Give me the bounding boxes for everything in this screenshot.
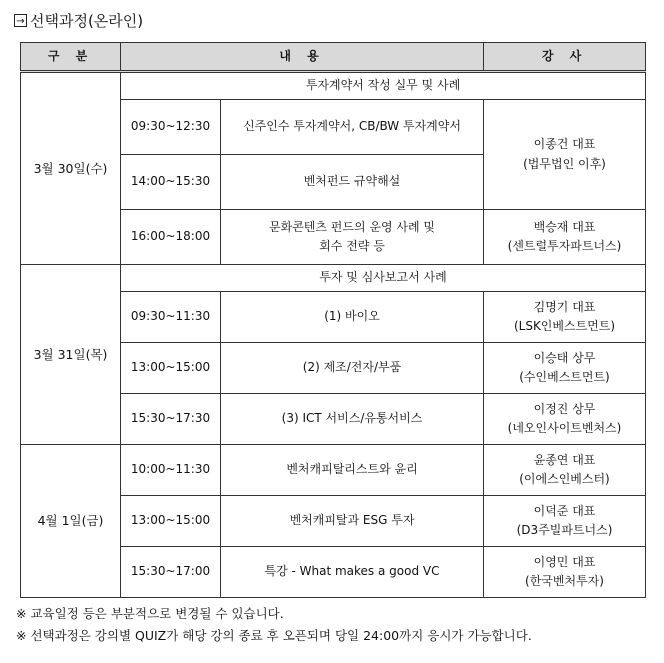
header-instructor: 강 사 bbox=[484, 43, 646, 72]
table-row bbox=[21, 445, 646, 496]
instructor-org: (법무법인 이후) bbox=[523, 156, 606, 171]
instructor-org: (수인베스트먼트) bbox=[519, 370, 610, 384]
content-cell bbox=[221, 155, 484, 210]
instructor-name: 이영민 대표 bbox=[533, 554, 596, 569]
notes bbox=[16, 603, 532, 647]
content-text: 신주인수 투자계약서, CB/BW 투자계약서 bbox=[243, 119, 461, 134]
time-cell: 14:00~15:30 bbox=[121, 155, 221, 210]
schedule-table bbox=[20, 42, 646, 598]
content-cell bbox=[221, 100, 484, 155]
time-cell: 16:00~18:00 bbox=[121, 210, 221, 265]
instructor-name: 백승재 대표 bbox=[533, 219, 596, 234]
header-row bbox=[21, 43, 646, 72]
instructor-name: 김명기 대표 bbox=[533, 299, 596, 314]
date-cell: 3월 31일(목) bbox=[21, 265, 121, 445]
content-cell: 특강 - What makes a good VC bbox=[221, 547, 484, 598]
date-cell: 4월 1일(금) bbox=[21, 445, 121, 598]
instructor-org: (D3주빌파트너스) bbox=[516, 523, 613, 537]
instructor-org: (한국벤처투자) bbox=[525, 574, 604, 588]
time-cell: 10:00~11:30 bbox=[121, 445, 221, 496]
time-cell: 15:30~17:30 bbox=[121, 394, 221, 445]
instructor-cell bbox=[484, 496, 646, 547]
instructor-name: 이덕준 대표 bbox=[533, 503, 596, 518]
time-cell: 09:30~12:30 bbox=[121, 100, 221, 155]
instructor-org: (네오인사이트벤처스) bbox=[507, 421, 622, 435]
instructor-name: 이승태 상무 bbox=[533, 350, 596, 365]
content-text: 회수 전략 등 bbox=[319, 239, 385, 253]
content-cell: 벤처캐피탈리스트와 윤리 bbox=[221, 445, 484, 496]
header-content: 내 용 bbox=[121, 43, 484, 72]
section-row bbox=[21, 265, 646, 292]
instructor-cell bbox=[484, 394, 646, 445]
time-cell: 09:30~11:30 bbox=[121, 292, 221, 343]
section-title: 투자계약서 작성 실무 및 사례 bbox=[121, 72, 646, 100]
page-title-text: 선택과정(온라인) bbox=[30, 12, 144, 30]
instructor-org: (센트럴투자파트너스) bbox=[507, 239, 622, 253]
section-row bbox=[21, 72, 646, 100]
instructor-org: (LSK인베스트먼트) bbox=[513, 319, 616, 333]
header-category: 구 분 bbox=[21, 43, 121, 72]
instructor-cell bbox=[484, 100, 646, 210]
instructor-name: 이정진 상무 bbox=[533, 401, 596, 416]
instructor-org: (이에스인베스터) bbox=[519, 472, 610, 486]
time-cell: 13:00~15:00 bbox=[121, 496, 221, 547]
content-text: 문화콘텐츠 펀드의 운영 사례 및 bbox=[269, 219, 435, 234]
content-cell: 벤처캐피탈과 ESG 투자 bbox=[221, 496, 484, 547]
section-title: 투자 및 심사보고서 사례 bbox=[121, 265, 646, 292]
time-cell: 13:00~15:00 bbox=[121, 343, 221, 394]
time-cell: 15:30~17:00 bbox=[121, 547, 221, 598]
instructor-name: 윤종연 대표 bbox=[533, 452, 596, 467]
instructor-name: 이종건 대표 bbox=[533, 137, 596, 152]
content-text: 벤처펀드 규약해설 bbox=[303, 174, 401, 189]
date-cell: 3월 30일(수) bbox=[21, 72, 121, 265]
instructor-cell bbox=[484, 210, 646, 265]
instructor-cell bbox=[484, 547, 646, 598]
note-line: ※ 선택과정은 강의별 QUIZ가 해당 강의 종료 후 오픈되며 당일 24:00까지 응시가 가능합니다. bbox=[16, 628, 532, 643]
page-title bbox=[14, 10, 143, 31]
content-cell: (2) 제조/전자/부품 bbox=[221, 343, 484, 394]
instructor-cell bbox=[484, 445, 646, 496]
instructor-cell bbox=[484, 292, 646, 343]
note-line: ※ 교육일정 등은 부분적으로 변경될 수 있습니다. bbox=[16, 606, 284, 621]
instructor-cell bbox=[484, 343, 646, 394]
content-cell bbox=[221, 210, 484, 265]
content-cell: (1) 바이오 bbox=[221, 292, 484, 343]
content-cell: (3) ICT 서비스/유통서비스 bbox=[221, 394, 484, 445]
arrow-right-icon: → bbox=[14, 14, 27, 27]
